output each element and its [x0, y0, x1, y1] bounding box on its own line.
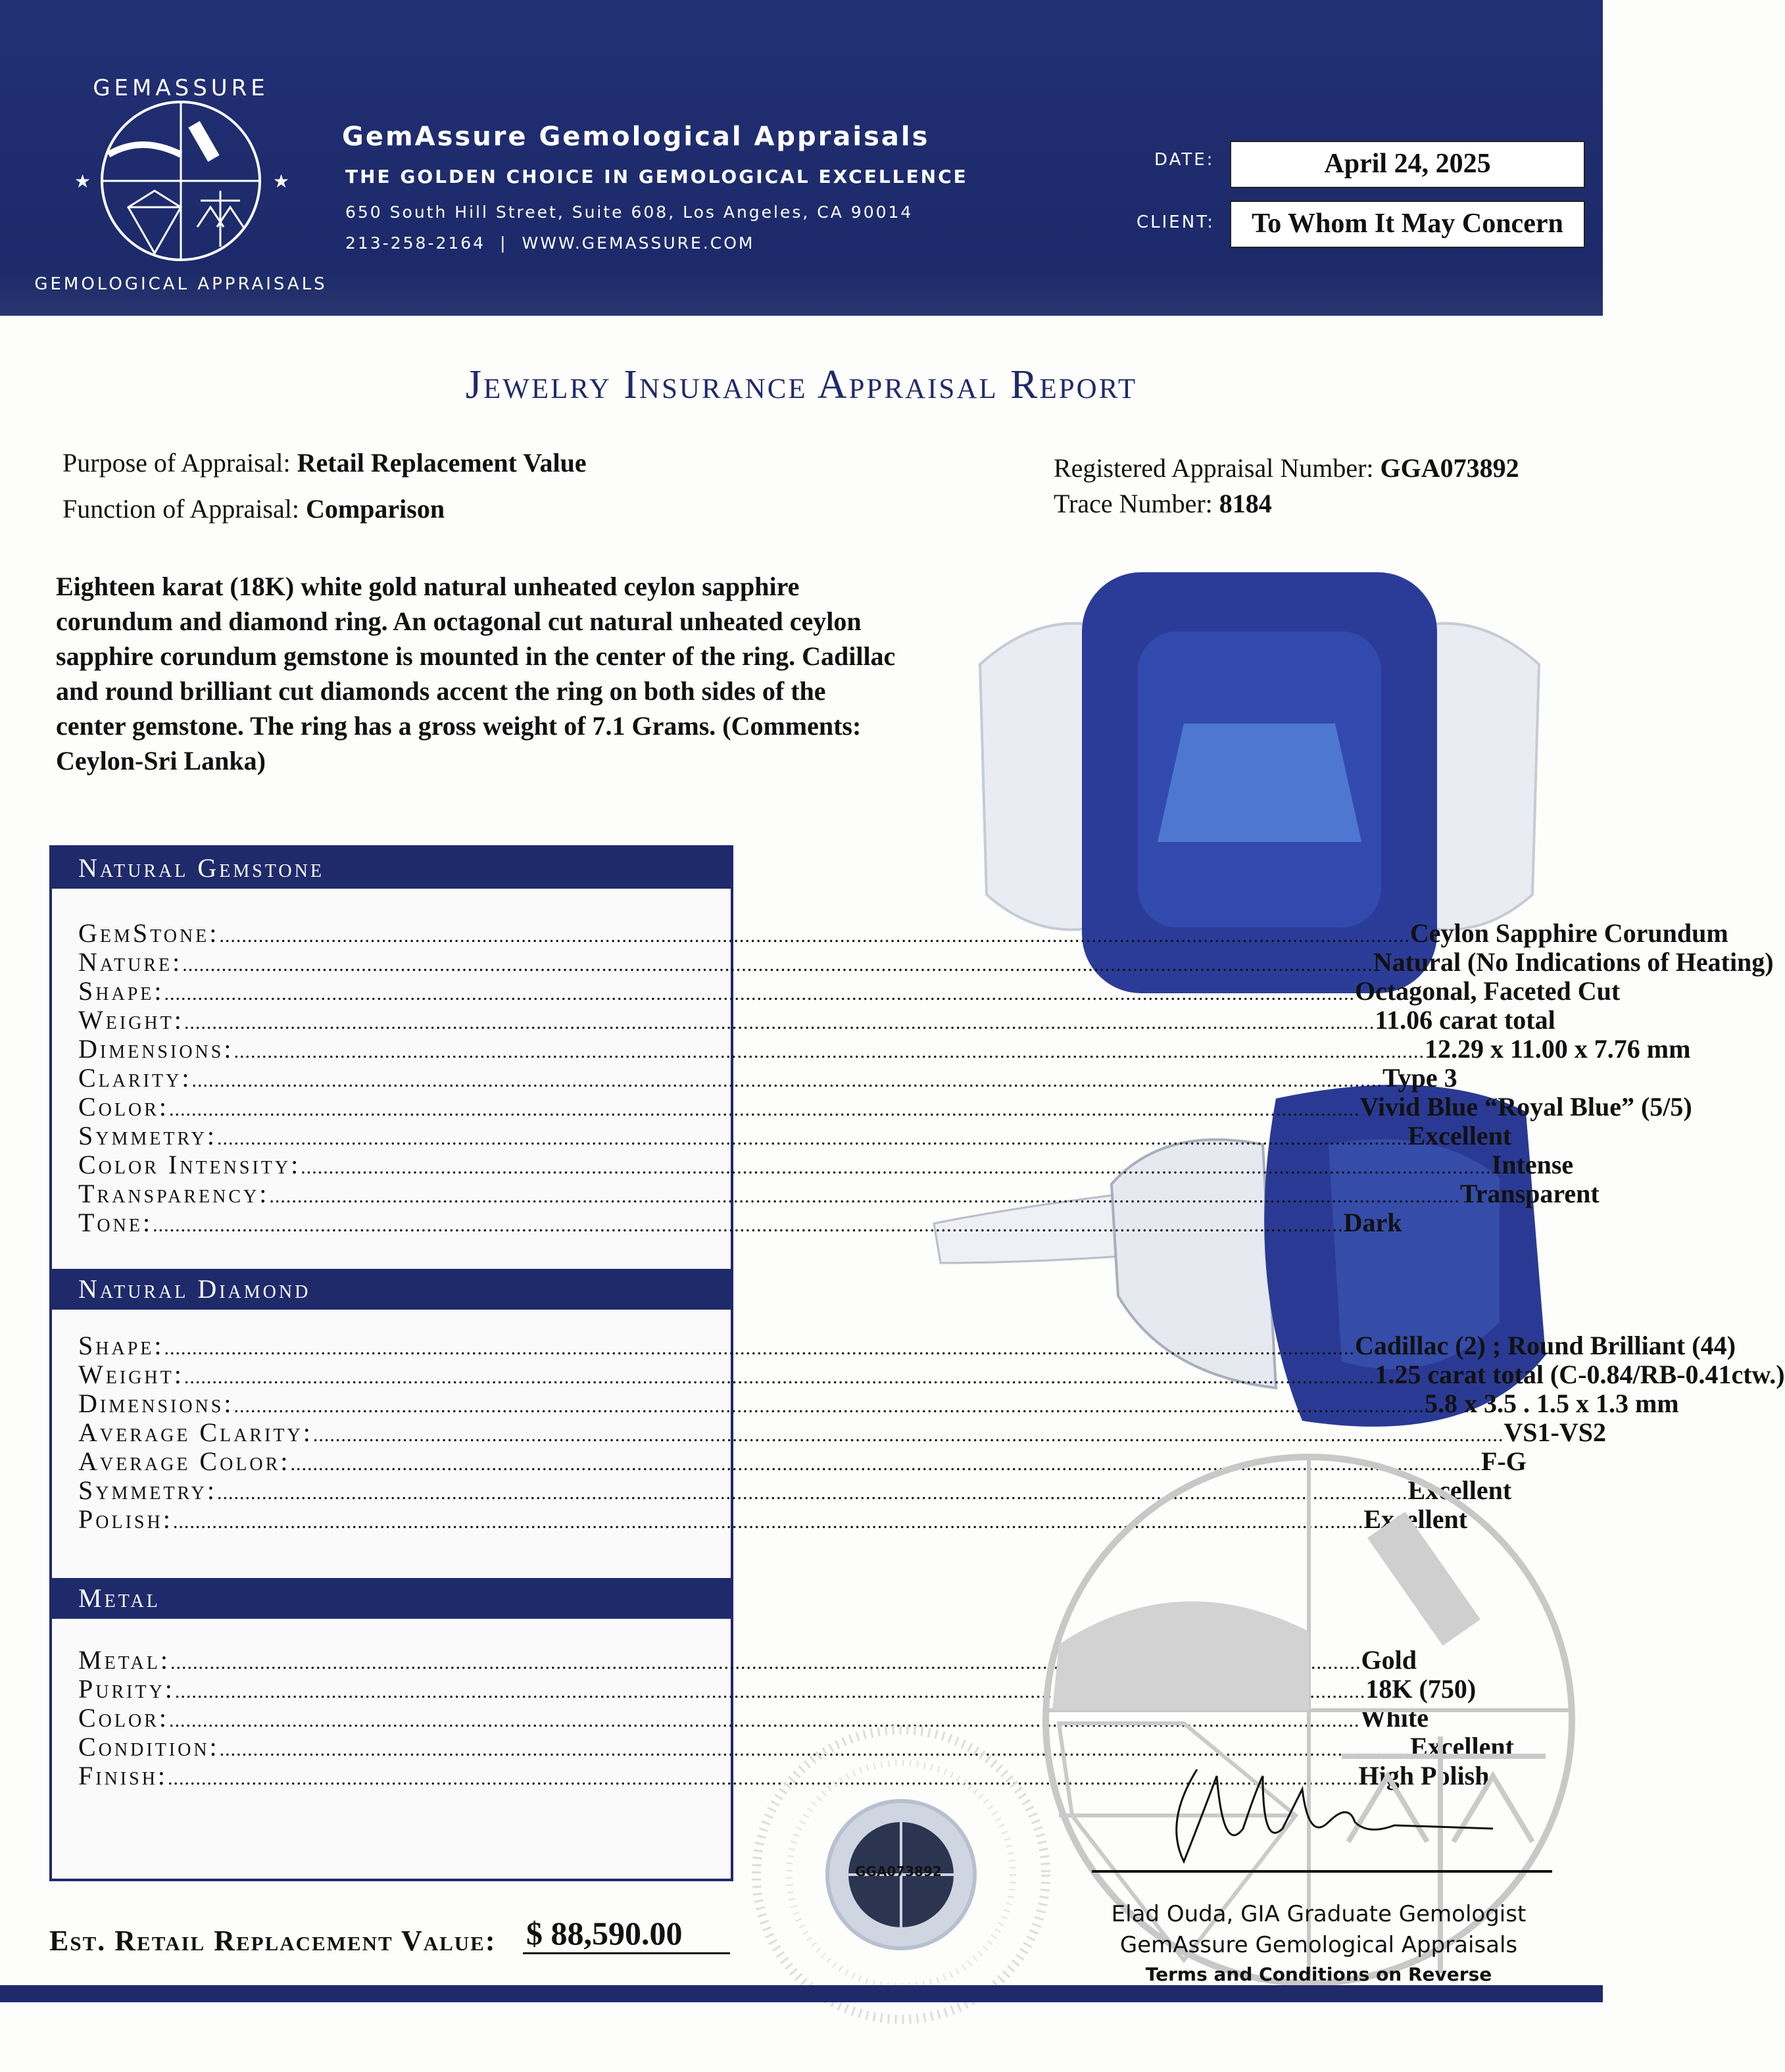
spec-row — [78, 1034, 1691, 1064]
spec-value: Intense — [1491, 1150, 1574, 1179]
spec-label: Shape: — [78, 976, 164, 1006]
spec-label: Transparency: — [78, 1179, 270, 1208]
company-name: GemAssure Gemological Appraisals — [342, 122, 930, 152]
leader-dots — [233, 1037, 1425, 1066]
spec-value: 12.29 x 11.00 x 7.76 mm — [1424, 1034, 1691, 1064]
leader-dots — [153, 1211, 1344, 1240]
spec-label: Polish: — [78, 1504, 173, 1534]
spec-value: White — [1359, 1703, 1429, 1733]
spec-label: Average Clarity: — [78, 1418, 313, 1447]
spec-label: Average Color: — [78, 1446, 291, 1476]
spec-row — [78, 1005, 1555, 1035]
phone: 213-258-2164 — [345, 234, 486, 253]
spec-value: Excellent — [1363, 1504, 1468, 1534]
signatory-name: Elad Ouda, GIA Graduate Gemologist — [1111, 1901, 1527, 1927]
spec-row — [78, 1504, 1468, 1534]
gemstone-rows — [78, 918, 1774, 1237]
section-header-natural-diamond: Natural Diamond — [52, 1269, 731, 1310]
metal-rows — [78, 1645, 1514, 1790]
leader-dots — [184, 1008, 1375, 1037]
spec-label: Color: — [78, 1092, 170, 1122]
spec-label: Symmetry: — [78, 1475, 217, 1505]
item-description: Eighteen karat (18K) white gold natural unheated ceylon sapphire corundum and diamond ring. An octagonal cut natural unheated ceylon sapphire corundum gemstone is mounted in the center of the ring. Cadillac and round brilliant cut diamonds accent the ring on both sides of the center gemstone. The ring has a gross weight of 7.1 Grams. (Comments: Ceylon-Sri Lanka) — [56, 572, 896, 776]
svg-text:★: ★ — [273, 172, 290, 192]
leader-dots — [164, 1334, 1355, 1363]
footer-bar — [0, 1985, 1603, 2002]
spec-label: Color Intensity: — [78, 1150, 301, 1179]
spec-label: Weight: — [78, 1005, 184, 1035]
spec-value: Excellent — [1407, 1475, 1512, 1505]
spec-label: Purity: — [78, 1674, 175, 1704]
spec-value: F-G — [1480, 1446, 1527, 1476]
spec-row — [78, 1674, 1477, 1704]
spec-row — [78, 1418, 1606, 1447]
leader-dots — [184, 1363, 1375, 1392]
leader-dots — [233, 1392, 1425, 1421]
spec-label: Tone: — [78, 1208, 153, 1237]
leader-dots — [301, 1153, 1492, 1182]
spec-row — [78, 918, 1728, 948]
spec-value: 18K (750) — [1365, 1674, 1477, 1704]
spec-value: Octagonal, Faceted Cut — [1354, 976, 1621, 1006]
spec-row — [78, 1179, 1600, 1208]
signature-line — [1092, 1870, 1552, 1873]
section-header-metal: Metal — [52, 1578, 731, 1619]
svg-text:GEMOLOGICAL APPRAISALS: GEMOLOGICAL APPRAISALS — [34, 274, 328, 294]
svg-text:★: ★ — [74, 172, 91, 192]
spec-value: Vivid Blue “Royal Blue” (5/5) — [1359, 1092, 1692, 1122]
signatory-company: GemAssure Gemological Appraisals — [1119, 1932, 1518, 1958]
spec-value: Gold — [1361, 1645, 1417, 1675]
section-header-natural-gemstone: Natural Gemstone — [52, 848, 731, 889]
spec-label: Weight: — [78, 1360, 184, 1389]
purpose-value: Retail Replacement Value — [297, 448, 587, 478]
estimate-label: Est. Retail Replacement Value: — [49, 1925, 497, 1957]
terms-link[interactable]: Terms and Conditions on Reverse — [1145, 1963, 1492, 1985]
svg-text:GEMASSURE: GEMASSURE — [93, 75, 269, 101]
spec-value: Cadillac (2) ; Round Brilliant (44) — [1354, 1331, 1736, 1360]
leader-dots — [182, 950, 1373, 979]
spec-label: GemStone: — [78, 918, 220, 948]
spec-value: 5.8 x 3.5 . 1.5 x 1.3 mm — [1424, 1389, 1679, 1418]
leader-dots — [169, 1095, 1360, 1124]
spec-value: Ceylon Sapphire Corundum — [1409, 918, 1728, 948]
spec-row — [78, 1150, 1574, 1179]
registered-number: GGA073892 — [1380, 453, 1519, 483]
spec-label: Shape: — [78, 1331, 164, 1360]
header-banner: GEMASSURE GEMOLOGICAL APPRAISALS ★ ★ GemAssure Gemological Appraisals THE GOLDEN CHOICE IN GEMOLOGICAL EXCELLENCE 650 South Hill Street, Suite 608, Los Angeles, CA 90014 213-258-2164 | WWW.GEMASSURE.COM DATE: April 24, 2025 CLIENT: To Whom It May Concern — [0, 0, 1603, 316]
spec-label: Condition: — [78, 1732, 220, 1762]
function-value: Comparison — [305, 494, 445, 524]
seal-number: GGA073892 — [855, 1863, 942, 1879]
spec-row — [78, 1703, 1429, 1733]
spec-row — [78, 976, 1621, 1006]
spec-label: Finish: — [78, 1761, 168, 1790]
leader-dots — [164, 979, 1355, 1008]
spec-row — [78, 1732, 1514, 1762]
diamond-rows — [78, 1331, 1785, 1534]
signature — [1158, 1763, 1500, 1868]
spec-value: 11.06 carat total — [1375, 1005, 1555, 1035]
spec-row — [78, 1389, 1679, 1418]
spec-value: Excellent — [1407, 1121, 1512, 1150]
purpose-label: Purpose of Appraisal: — [62, 448, 291, 478]
spec-row — [78, 1475, 1512, 1505]
spec-row — [78, 1761, 1490, 1790]
spec-row — [78, 947, 1774, 977]
spec-value: Type 3 — [1382, 1063, 1457, 1093]
spec-row — [78, 1063, 1457, 1093]
spec-label: Clarity: — [78, 1063, 192, 1093]
date-label: DATE: — [1154, 150, 1215, 170]
leader-dots — [313, 1421, 1504, 1450]
spec-value: High Polish — [1358, 1761, 1490, 1790]
spec-value: Excellent — [1410, 1732, 1514, 1762]
trace-number: 8184 — [1219, 489, 1272, 518]
spec-value: Transparent — [1459, 1179, 1600, 1208]
spec-row — [78, 1121, 1512, 1150]
spec-label: Dimensions: — [78, 1389, 234, 1418]
website: WWW.GEMASSURE.COM — [522, 234, 755, 253]
function-label: Function of Appraisal: — [62, 494, 299, 524]
leader-dots — [219, 922, 1410, 950]
spec-row — [78, 1331, 1736, 1360]
spec-label: Nature: — [78, 947, 183, 977]
tagline: THE GOLDEN CHOICE IN GEMOLOGICAL EXCELLENCE — [345, 166, 968, 187]
spec-row — [78, 1360, 1785, 1389]
date-field: April 24, 2025 — [1230, 141, 1585, 188]
leader-dots — [269, 1182, 1460, 1211]
estimate-value: $ 88,590.00 — [523, 1914, 730, 1954]
spec-value: Dark — [1343, 1208, 1402, 1237]
spec-row — [78, 1092, 1692, 1122]
trace-number-label: Trace Number: — [1054, 489, 1213, 518]
spec-value: Natural (No Indications of Heating) — [1373, 947, 1774, 977]
spec-row — [78, 1645, 1417, 1675]
address: 650 South Hill Street, Suite 608, Los Angeles, CA 90014 — [345, 203, 914, 222]
spec-row — [78, 1446, 1527, 1476]
spec-row — [78, 1208, 1402, 1237]
spec-label: Dimensions: — [78, 1034, 234, 1064]
leader-dots — [217, 1124, 1408, 1153]
spec-value: 1.25 carat total (C-0.84/RB-0.41ctw.) — [1375, 1360, 1785, 1389]
gemassure-logo — [34, 56, 328, 306]
spec-label: Metal: — [78, 1645, 170, 1675]
report-title: Jewelry Insurance Appraisal Report — [465, 362, 1138, 407]
client-label: CLIENT: — [1137, 212, 1215, 232]
client-field: To Whom It May Concern — [1230, 201, 1585, 248]
leader-dots — [191, 1066, 1382, 1095]
registered-number-label: Registered Appraisal Number: — [1054, 453, 1374, 483]
spec-label: Color: — [78, 1703, 170, 1733]
spec-value: VS1-VS2 — [1504, 1418, 1606, 1447]
spec-label: Symmetry: — [78, 1121, 217, 1150]
